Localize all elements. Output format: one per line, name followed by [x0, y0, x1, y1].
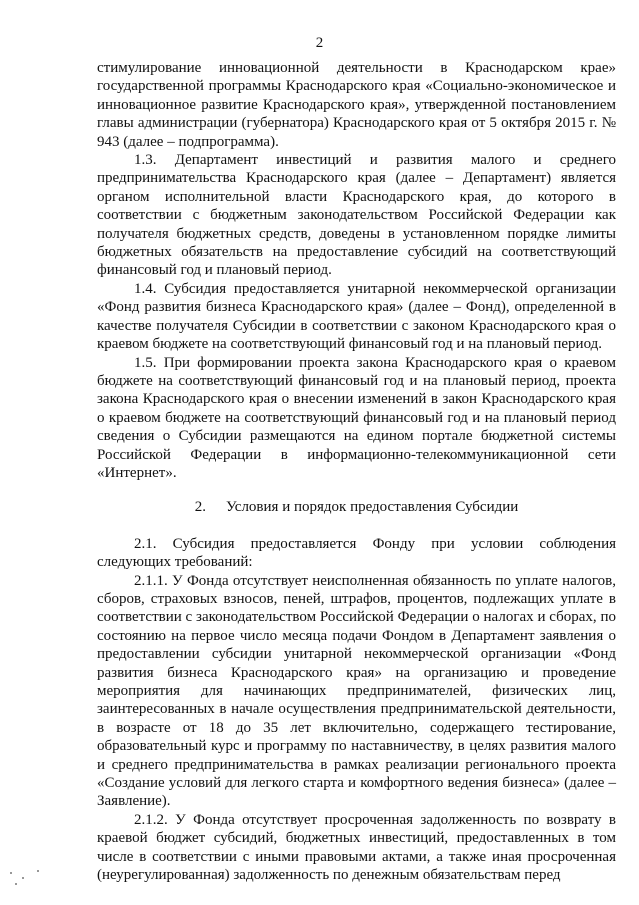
- section-1-continuation: [97, 59, 616, 482]
- paragraph: 1.3. Департамент инвестиций и развития малого и среднего предпринимательства Краснодарского края (далее – Департамент) является органом исполнительной власти Краснодарского края, до которого в соответствии с бюджетным законодательством Российской Федерации как получателя бюджетных средств, доведены в установленном порядке лимиты бюджетных обязательств на предоставление субсидий на соответствующий финансовый год и плановый период.: [97, 152, 616, 279]
- paragraph: 2.1.2. У Фонда отсутствует просроченная задолженность по возврату в краевой бюджет субсидий, бюджетных инвестиций, предоставленных в том числе в соответствии с иными правовыми актами, а также иная просроченная (неурегулированная) задолженность по денежным обязательствам перед: [97, 811, 616, 884]
- document-body: [97, 59, 616, 884]
- paragraph: 1.5. При формировании проекта закона Краснодарского края о краевом бюджете на соответствующий финансовый год и на плановый период, проекта закона Краснодарского края о внесении изменений в закон Краснодарского края о краевом бюджете на соответствующий финансовый год и на плановый период сведения о Субсидии размещаются на едином портале бюджетной системы Российской Федерации в информационно-телекоммуникационной сети «Интернет».: [97, 354, 616, 481]
- section-title: Условия и порядок предоставления Субсидии: [225, 499, 519, 516]
- paragraph: 2.1. Субсидия предоставляется Фонду при условии соблюдения следующих требований:: [97, 535, 616, 571]
- section-heading: [97, 498, 616, 516]
- scan-artifact: [8, 868, 48, 888]
- section-number: 2.: [194, 499, 206, 516]
- section-2-body: [97, 535, 616, 885]
- paragraph: 1.4. Субсидия предоставляется унитарной некоммерческой организации «Фонд развития бизнеса Краснодарского края» (далее – Фонд), определенной в качестве получателя Субсидии в соответствии с законом Краснодарского края о краевом бюджете на соответствующий финансовый год и на плановый период.: [97, 280, 616, 353]
- page-number: 2: [315, 35, 324, 51]
- paragraph: стимулирование инновационной деятельности в Краснодарском крае» государственной программы Краснодарского края «Социально-экономическое и инновационное развитие Краснодарского края», утвержденной постановлением главы администрации (губернатора) Краснодарского края от 5 октября 2015 г. № 943 (далее – подпрограмма).: [97, 60, 616, 150]
- paragraph: 2.1.1. У Фонда отсутствует неисполненная обязанность по уплате налогов, сборов, страховых взносов, пеней, штрафов, процентов, подлежащих уплате в соответствии с законодательством Российской Федерации о налогах и сборах, по состоянию на первое число месяца подачи Фондом в Департамент заявления о предоставлении субсидии унитарной некоммерческой организации «Фонд развития бизнеса Краснодарского края» на организацию и проведение мероприятия для начинающих предпринимателей, физических лиц, заинтересованных в начале осуществления предпринимательской деятельности, в возрасте от 18 до 35 лет включительно, содержащего тестирование, образовательный курс и программу по наставничеству, в целях развития малого и среднего предпринимательства в рамках реализации регионального проекта «Создание условий для легкого старта и комфортного ведения бизнеса» (далее – Заявление).: [97, 572, 616, 810]
